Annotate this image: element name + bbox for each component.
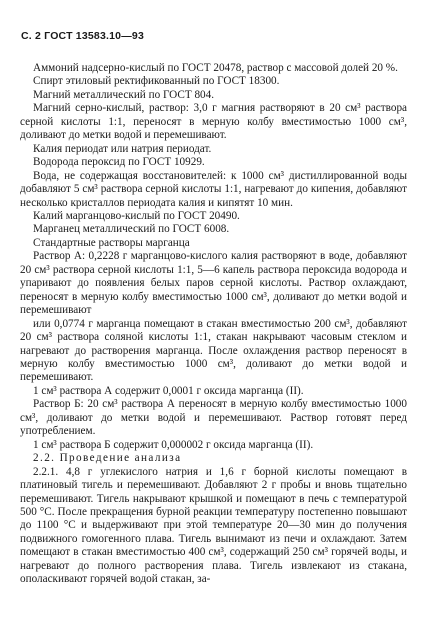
paragraph-potassium-periodate: Калия периодат или натрия периодат. <box>33 142 212 155</box>
paragraph-water-no-reducers: Вода, не содержащая восстановителей: к 1000 см³ дистиллированной воды добавляют 5 см³ раствора серной кислоты 1:1, нагревают до кипения, добавляют несколько кристаллов периодата калия и кипятят 10 мин. <box>20 169 407 209</box>
paragraph-solution-b: Раствор Б: 20 см³ раствора А переносят в мерную колбу вместимостью 1000 см³, доливают до метки водой и перемешивают. Раствор готовят перед употреблением. <box>20 398 407 438</box>
paragraph-ammonium-persulfate: Аммоний надсерно-кислый по ГОСТ 20478, раствор с массовой долей 20 %. <box>33 62 398 74</box>
paragraph-magnesium-sulfate: Магний серно-кислый, раствор: 3,0 г магния растворяют в 20 см³ раствора серной кислоты 1:1, переносят в мерную колбу вместимостью 1000 см³, доливают до метки водой и перемешивают. <box>20 102 407 142</box>
paragraph-solution-a-content: 1 см³ раствора А содержит 0,0001 г оксида марганца (II). <box>33 384 304 397</box>
paragraph-ethyl-alcohol: Спирт этиловый ректификованный по ГОСТ 18300. <box>33 75 280 88</box>
paragraph-solution-a: Раствор А: 0,2228 г марганцово-кислого калия растворяют в воде, добавляют 20 см³ раствора серной кислоты 1:1, 5—6 капель раствора пероксида водорода и упаривают до появления белых паров серной кислоты. Раствор охлаждают, переносят в мерную колбу вместимостью 1000 см³, доливают до метки водой и перемешивают <box>20 250 407 317</box>
running-header: С. 2 ГОСТ 13583.10—93 <box>21 30 144 42</box>
paragraph-magnesium-metal: Магний металлический по ГОСТ 804. <box>33 88 215 101</box>
paragraph-solution-b-content: 1 см³ раствора Б содержит 0,000002 г оксида марганца (II). <box>33 438 314 451</box>
paragraph-potassium-permanganate: Калий марганцово-кислый по ГОСТ 20490. <box>33 209 240 222</box>
section-heading-analysis: 2.2. Проведение анализа <box>33 452 182 465</box>
document-body <box>20 62 407 587</box>
paragraph-hydrogen-peroxide: Водорода пероксид по ГОСТ 10929. <box>33 156 205 169</box>
paragraph-solution-a-alt: или 0,0774 г марганца помещают в стакан вместимостью 200 см³, добавляют 20 см³ раствора соляной кислоты 1:1, стакан накрывают часовым стеклом и нагревают до растворения марганца. После охлаждения раствор переносят в мерную колбу вместимостью 1000 см³, доливают до метки водой и перемешивают. <box>20 317 407 384</box>
paragraph-standard-solutions: Стандартные растворы марганца <box>33 236 190 249</box>
paragraph-manganese-metal: Марганец металлический по ГОСТ 6008. <box>33 223 230 236</box>
paragraph-2-2-1: 2.2.1. 4,8 г углекислого натрия и 1,6 г борной кислоты помещают в платиновый тигель и перемешивают. Добавляют 2 г пробы и вновь тщательно перемешивают. Тигель накрывают крышкой и помещают в печь с температурой 500 °С. После прекращения бурной реакции температуру постепенно повышают до 1100 °С и выдерживают при этой температуре 20—30 мин до получения подвижного гомогенного плава. Тигель вынимают из печи и охлаждают. Затем помещают в стакан вместимостью 400 см³, содержащий 250 см³ горячей воды, и нагревают до полного растворения плава. Тигель извлекают из стакана, ополаскивают горячей водой стакан, за- <box>20 465 407 586</box>
